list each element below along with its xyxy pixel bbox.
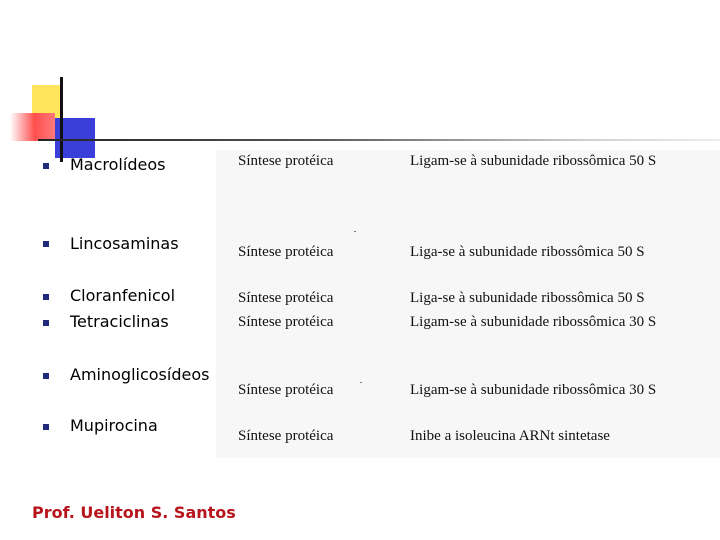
bullet-icon (43, 163, 49, 169)
author-footer: Prof. Ueliton S. Santos (32, 503, 236, 522)
mechanism-cell: Síntese protéica (238, 428, 334, 444)
bullet-icon (43, 320, 49, 326)
list-item-label: Cloranfenicol (70, 286, 176, 305)
description-cell: Liga-se à subunidade ribossômica 50 S (410, 290, 645, 306)
description-cell: Liga-se à subunidade ribossômica 50 S (410, 244, 645, 260)
decor-red-square (10, 113, 55, 141)
scan-speck (354, 231, 356, 232)
mechanism-cell: Síntese protéica (238, 244, 334, 260)
list-item-label: Tetraciclinas (70, 312, 169, 331)
bullet-icon (43, 424, 49, 430)
list-item-label: Aminoglicosídeos (70, 365, 210, 384)
mechanism-cell: Síntese protéica (238, 153, 334, 169)
title-divider-line (38, 139, 720, 141)
list-item-label: Lincosaminas (70, 234, 179, 253)
mechanism-cell: Síntese protéica (238, 382, 334, 398)
mechanism-cell: Síntese protéica (238, 290, 334, 306)
list-item-label: Mupirocina (70, 416, 158, 435)
mechanism-table (216, 150, 720, 458)
description-cell: Ligam-se à subunidade ribossômica 50 S (410, 153, 657, 169)
description-cell: Ligam-se à subunidade ribossômica 30 S (410, 382, 657, 398)
bullet-icon (43, 241, 49, 247)
bullet-icon (43, 373, 49, 379)
list-item-label: Macrolídeos (70, 155, 166, 174)
scan-speck (360, 382, 362, 383)
bullet-icon (43, 294, 49, 300)
description-cell: Ligam-se à subunidade ribossômica 30 S (410, 314, 657, 330)
decor-vertical-line (60, 77, 63, 162)
description-cell: Inibe a isoleucina ARNt sintetase (410, 428, 610, 444)
mechanism-cell: Síntese protéica (238, 314, 334, 330)
